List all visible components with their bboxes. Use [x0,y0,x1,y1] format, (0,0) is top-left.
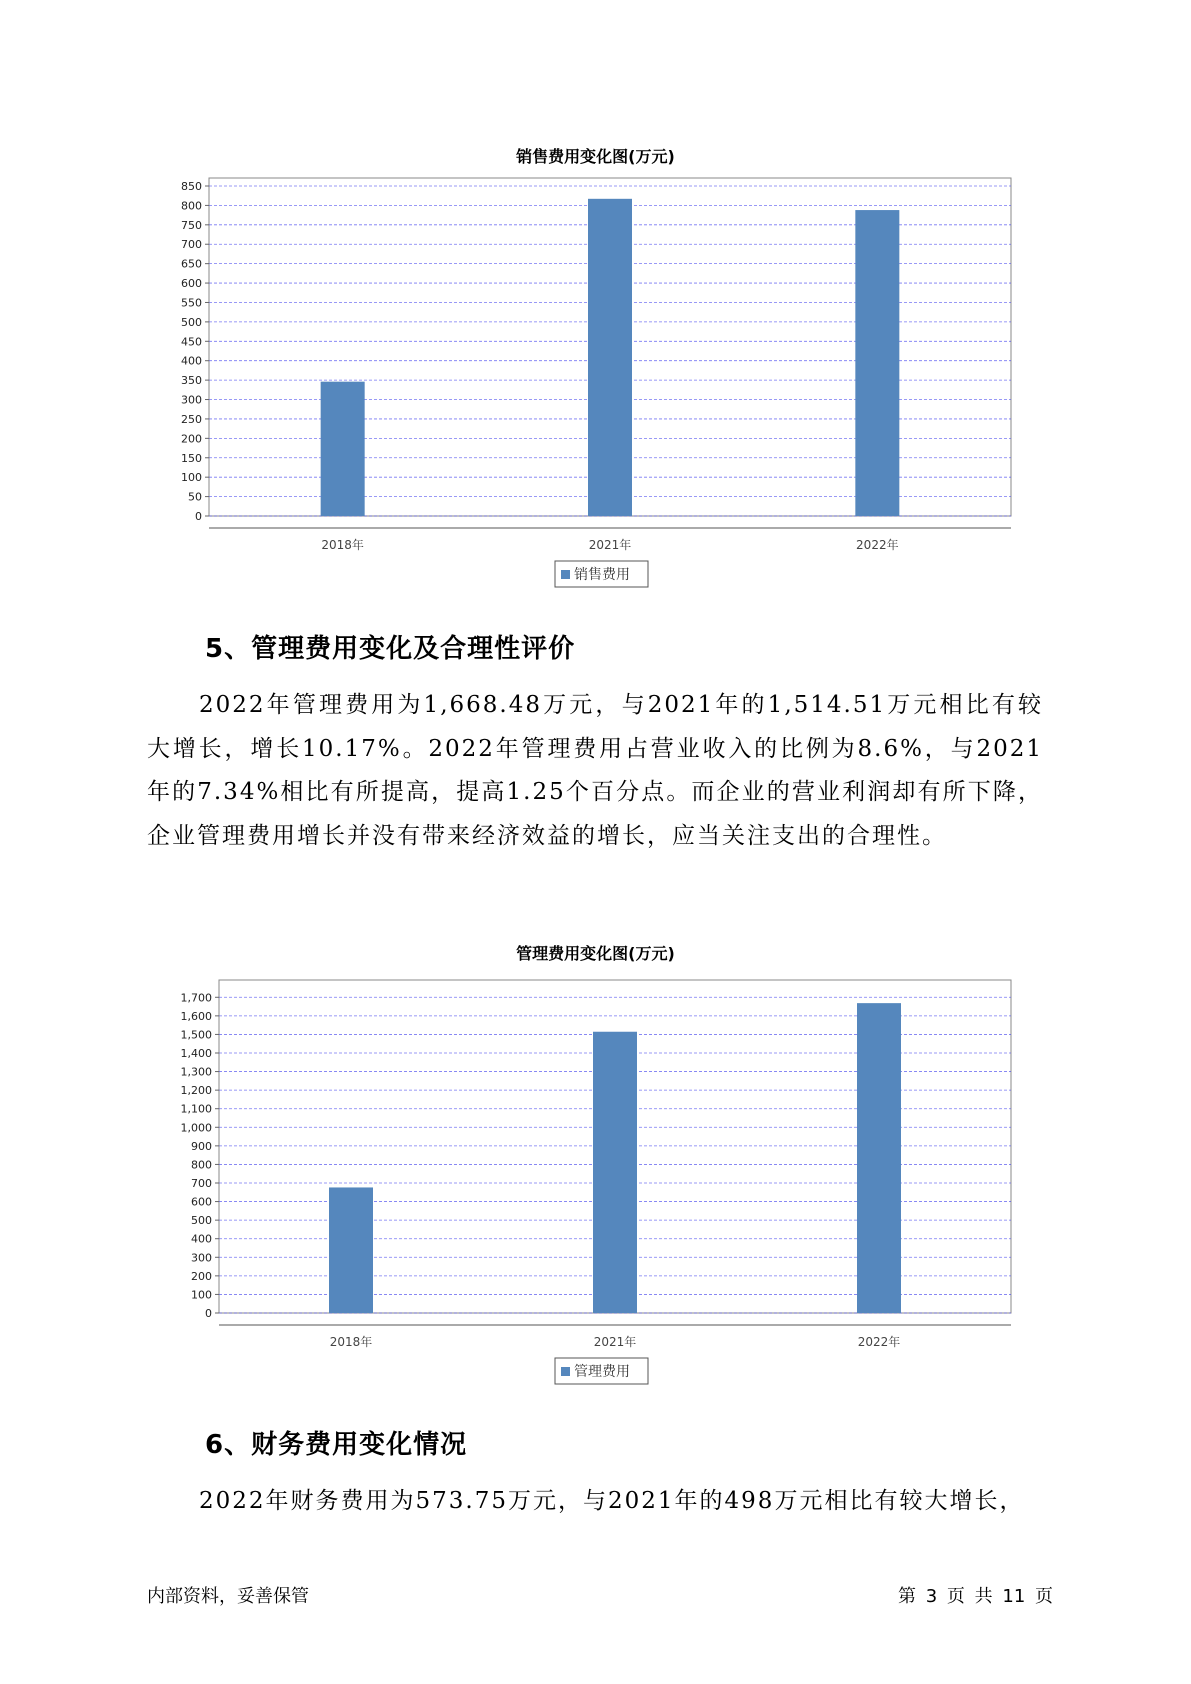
x-tick-label: 2021年 [593,1335,637,1349]
y-tick-label: 300 [181,393,202,407]
y-tick-label: 600 [181,277,202,291]
bar [329,1187,373,1313]
y-tick-label: 550 [181,296,202,310]
y-tick-label: 200 [181,432,202,446]
x-tick-label: 2022年 [856,538,899,552]
footer-confidential-note: 内部资料，妥善保管 [147,1586,309,1607]
y-tick-label: 0 [195,510,202,523]
section-6-paragraph [147,1480,1043,1524]
legend-swatch [561,1367,570,1376]
y-tick-label: 1,200 [180,1084,212,1098]
x-tick-label: 2018年 [329,1335,373,1349]
y-tick-label: 850 [181,180,202,193]
y-tick-label: 500 [191,1214,212,1228]
y-tick-label: 350 [181,374,202,388]
section-6-text: 2022年财务费用为573.75万元，与2021年的498万元相比有较大增长， [199,1488,1025,1514]
admin-expense-bar-chart [0,970,1191,1410]
footer-page-number: 第 3 页 共 11 页 [898,1586,1053,1607]
y-tick-label: 650 [181,257,202,271]
y-tick-label: 400 [191,1232,212,1246]
y-tick-label: 450 [181,335,202,349]
y-tick-label: 750 [181,218,202,232]
legend-label: 销售费用 [574,567,630,583]
y-tick-label: 250 [181,412,202,426]
y-tick-label: 50 [188,490,202,504]
sales-expense-bar-chart [0,170,1191,610]
bar [593,1032,637,1313]
section-6-heading: 6、财务费用变化情况 [205,1430,468,1460]
y-tick-label: 1,300 [180,1065,212,1079]
legend-label: 管理费用 [574,1364,630,1380]
y-tick-label: 600 [191,1195,212,1209]
admin-chart-title: 管理费用变化图(万元) [516,944,675,963]
y-tick-label: 1,600 [180,1009,212,1023]
section-5-text: 2022年管理费用为1,668.48万元，与2021年的1,514.51万元相比有较大增长，增长10.17%。2022年管理费用占营业收入的比例为8.6%，与2021年的7.34%相比有所提高，提高1.25个百分点。而企业的营业利润却有所下降，企业管理费用增长并没有带来经济效益的增长，应当关注支出的合理性。 [147,692,1043,849]
sales-chart-title: 销售费用变化图(万元) [516,147,675,166]
y-tick-label: 1,700 [180,991,212,1005]
y-tick-label: 800 [181,199,202,213]
y-tick-label: 100 [181,471,202,485]
y-tick-label: 700 [191,1177,212,1190]
bar [321,382,365,516]
y-tick-label: 900 [191,1139,212,1153]
legend-swatch [561,570,570,579]
y-tick-label: 1,000 [180,1121,212,1135]
y-tick-label: 150 [181,451,202,465]
y-tick-label: 1,400 [180,1047,212,1060]
bar [857,1003,901,1313]
y-tick-label: 500 [181,315,202,329]
y-tick-label: 700 [181,238,202,252]
y-tick-label: 400 [181,354,202,368]
y-tick-label: 100 [191,1288,212,1302]
y-tick-label: 300 [191,1251,212,1265]
y-tick-label: 0 [205,1307,212,1320]
y-tick-label: 1,500 [180,1028,212,1042]
x-tick-label: 2021年 [588,538,632,552]
section-5-paragraph [147,684,1043,858]
y-tick-label: 800 [191,1158,212,1172]
y-tick-label: 200 [191,1269,212,1283]
bar [588,199,632,516]
bar [855,210,899,516]
section-5-heading: 5、管理费用变化及合理性评价 [205,634,576,664]
x-tick-label: 2022年 [857,1335,901,1349]
x-tick-label: 2018年 [321,538,364,552]
y-tick-label: 1,100 [180,1102,212,1116]
